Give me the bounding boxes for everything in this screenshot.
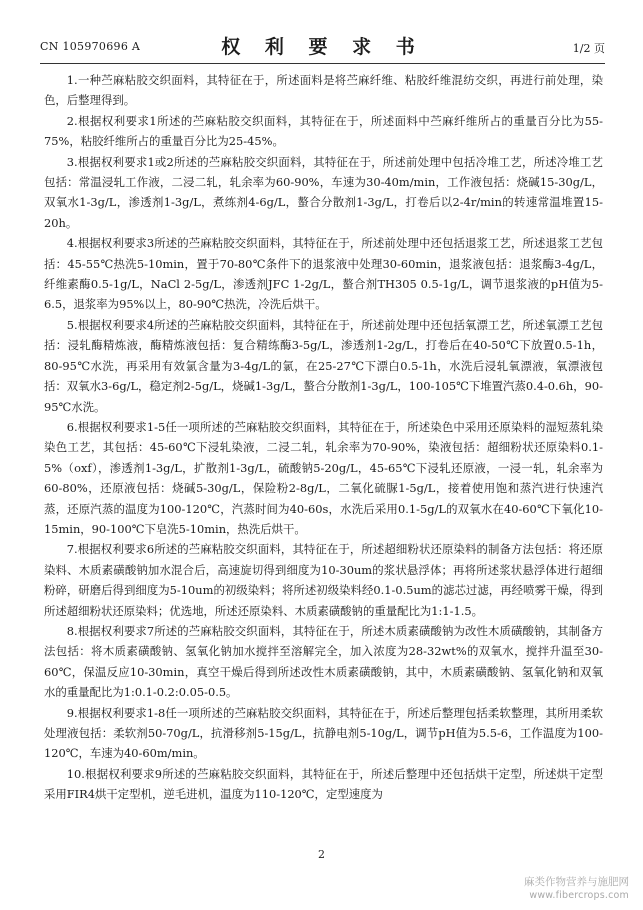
page-indicator: 1/2 页 [572, 42, 605, 55]
claim-5: 5.根据权利要求4所述的苎麻粘胶交织面料，其特征在于，所述前处理中还包括氧漂工艺，所述氧漂工艺包括：浸轧酶精炼液，酶精炼液包括：复合精练酶3-5g/L，渗透剂1-2g/L，打卷后在40-50℃下放置0.5-1h，80-95℃水洗，再采用有效氯含量为3-4g/L的氯，在25-27℃下漂白0.5-1h，水洗后浸轧氧漂液，氧漂液包括：双氧水3-6g/L，稳定剂2-5g/L，烧碱1-3g/L，螯合分散剂1-3g/L，100-105℃下堆置汽蒸0.4-0.6h，90-95℃水洗。 [44, 317, 603, 414]
claim-9: 9.根据权利要求1-8任一项所述的苎麻粘胶交织面料，其特征在于，所述后整理包括柔软整理，其所用柔软处理液包括：柔软剂50-70g/L，抗滑移剂5-15g/L，抗静电剂5-10g/L，调节pH值为5.5-6，工作温度为100-120℃，车速为40-60m/min。 [44, 705, 603, 761]
page-number: 2 [318, 848, 325, 861]
claim-7: 7.根据权利要求6所述的苎麻粘胶交织面料，其特征在于，所述超细粉状还原染料的制备方法包括：将还原染料、木质素磺酸钠加水混合后，高速旋切得到细度为10-30um的浆状悬浮体；再将所述浆状悬浮体进行超细粉碎，研磨后得到细度为5-10um的初级染料；将所述初级染料经0.1-0.5um的滤芯过滤，再经喷雾干燥，得到所述超细粉状还原染料；优选地，所述还原染料、木质素磺酸钠的重量配比为1:1-1.5。 [44, 542, 603, 618]
claims-body [44, 70, 603, 805]
publication-number: CN 105970696 A [40, 40, 141, 53]
document-title: 权 利 要 求 书 [221, 36, 424, 58]
header-rule [40, 63, 605, 64]
claim-6: 6.根据权利要求1-5任一项所述的苎麻粘胶交织面料，其特征在于，所述染色中采用还原染料的湿短蒸轧染染色工艺，其包括：45-60℃下浸轧染液，二浸二轧，轧余率为70-90%，染液包括：超细粉状还原染料0.1-5%（oxf），渗透剂1-3g/L，扩散剂1-3g/L，硫酸钠5-20g/L，45-65℃下浸轧还原液，一浸一轧，轧余率为60-80%，还原液包括：烧碱5-30g/L，保险粉2-8g/L，二氧化硫脲1-5g/L，接着使用饱和蒸汽进行快速汽蒸，还原汽蒸的温度为100-120℃，汽蒸时间为40-60s，水洗后采用0.1-5g/L的双氧水在40-60℃下氧化10-15min，90-100℃下皂洗5-10min，热洗后烘干。 [44, 419, 603, 536]
watermark [524, 876, 629, 902]
claim-8: 8.根据权利要求7所述的苎麻粘胶交织面料，其特征在于，所述木质素磺酸钠为改性木质磺酸钠，其制备方法包括：将木质素磺酸钠、氢氧化钠加水搅拌至溶解完全，加入浓度为28-32wt%的双氧水，搅拌升温至30-60℃，保温反应10-30min，真空干燥后得到所述改性木质素磺酸钠，其中，木质素磺酸钠、氢氧化钠和双氧水的重量配比为1:0.1-0.2:0.05-0.5。 [44, 623, 603, 700]
claim-2: 2.根据权利要求1所述的苎麻粘胶交织面料，其特征在于，所述面料中苎麻纤维所占的重量百分比为55-75%，粘胶纤维所占的重量百分比为25-45%。 [44, 113, 603, 149]
watermark-url: www.fibercrops.com [529, 890, 629, 901]
page-header [40, 30, 605, 60]
claim-3: 3.根据权利要求1或2所述的苎麻粘胶交织面料，其特征在于，所述前处理中包括冷堆工艺，所述冷堆工艺包括：常温浸轧工作液，二浸二轧，轧余率为60-90%，车速为30-40m/min，工作液包括：烧碱15-30g/L，双氧水1-3g/L，渗透剂1-3g/L，煮练剂4-6g/L，螯合分散剂1-3g/L，打卷后以2-4r/min的转速常温堆置15-20h。 [44, 154, 603, 230]
claim-1: 1.一种苎麻粘胶交织面料，其特征在于，所述面料是将苎麻纤维、粘胶纤维混纺交织，再进行前处理，染色，后整理得到。 [44, 73, 603, 108]
claim-10: 10.根据权利要求9所述的苎麻粘胶交织面料，其特征在于，所述后整理中还包括烘干定型，所述烘干定型采用FIR4烘干定型机，逆毛进机，温度为110-120℃，定型速度为 [44, 766, 603, 802]
claim-4: 4.根据权利要求3所述的苎麻粘胶交织面料，其特征在于，所述前处理中还包括退浆工艺，所述退浆工艺包括：45-55℃热洗5-10min，置于70-80℃条件下的退浆液中处理30-60min，退浆液包括：退浆酶3-4g/L，纤维素酶0.5-1g/L，NaCl 2-5g/L，渗透剂JFC 1-2g/L，螯合剂TH305 0.5-1g/L，调节退浆液的pH值为5-6.5，退浆率为95%以上，80-90℃热洗，冷洗后烘干。 [44, 236, 603, 312]
watermark-name: 麻类作物营养与施肥网 [524, 876, 629, 888]
